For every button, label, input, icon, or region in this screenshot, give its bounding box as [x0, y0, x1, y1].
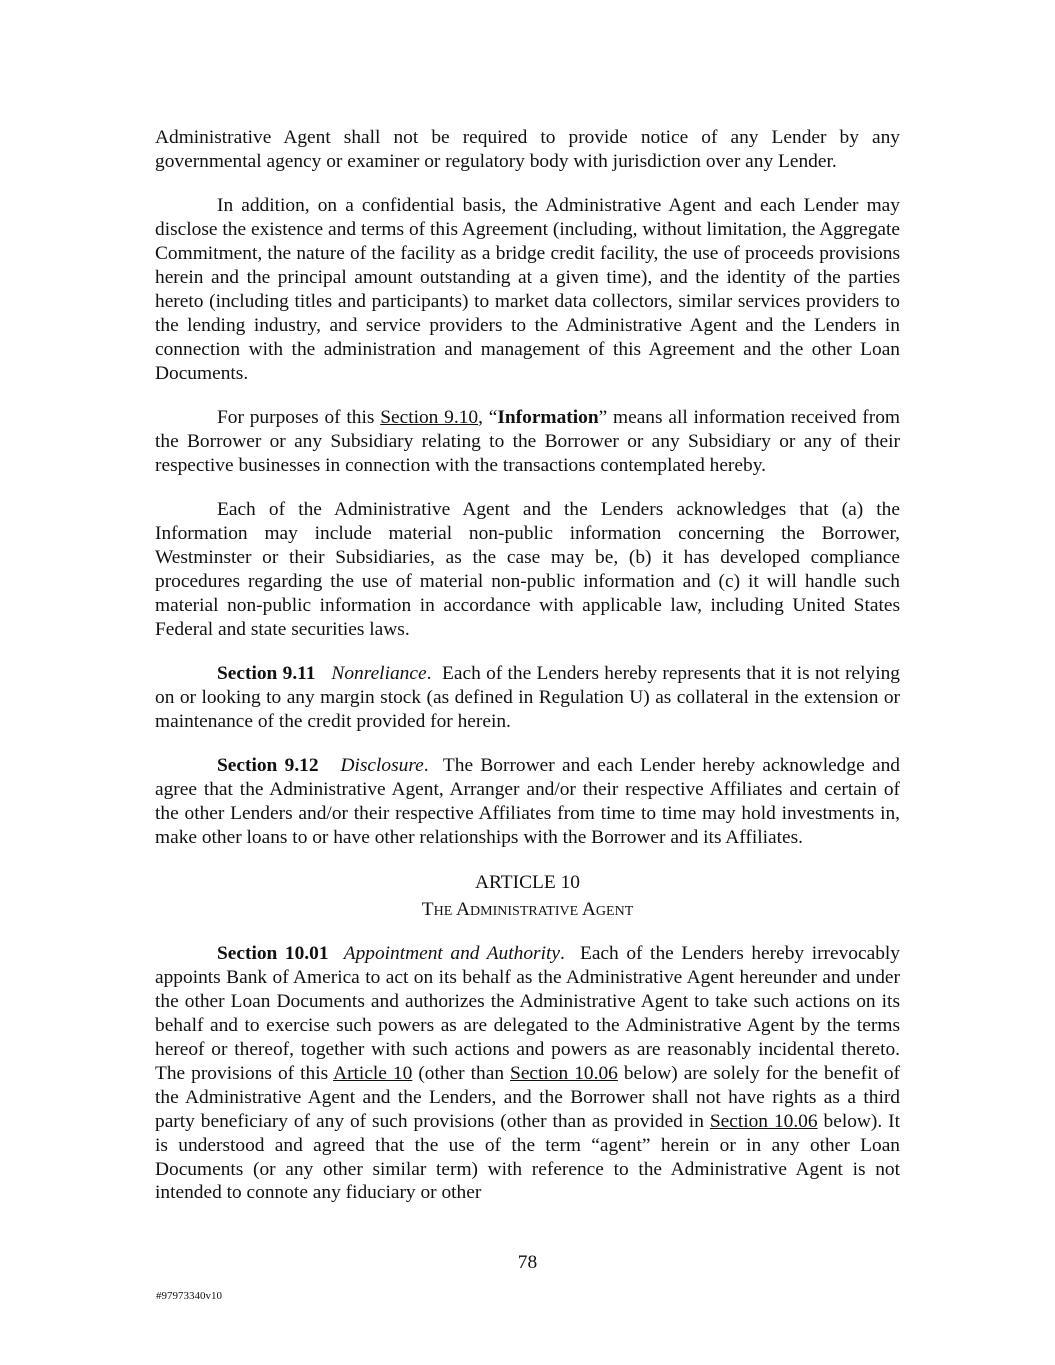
article-heading: ARTICLE 10	[475, 871, 580, 893]
section-10-01-title: Appointment and Authority	[343, 943, 560, 965]
section-9-11-title: Nonreliance	[331, 663, 427, 685]
section-10-06-link[interactable]: Section 10.06	[709, 1110, 818, 1132]
section-10-01: Section 10.01 Appointment and Authority. Each of the Lenders hereby irrevocably appoints Bank of America to act on its behalf as the Administrative Agent hereunder and under the other Loan Documents and authorizes the Administrative Agent to take such actions on its behalf and to exercise such powers as are delegated to the Administrative Agent by the terms hereof or thereof, together with such actions and powers as are reasonably incidental thereto. The provisions of this Article 10 (other than Section 10.06 below) are solely for the benefit of the Administrative Agent and the Lenders, and the Borrower shall not have rights as a third party beneficiary of any of such provisions (other than as provided in Section 10.06 below). It is understood and agreed that the use of the term “agent” herein or in any other Loan Documents (or any other similar term) with reference to the Administrative Agent is not intended to connote any fiduciary or other	[155, 943, 901, 1204]
paragraph-confidential-disclosure: In addition, on a confidential basis, the Administrative Agent and each Lender may disclose the existence and terms of this Agreement (including, without limitation, the Aggregate Commitment, the nature of the facility as a bridge credit facility, the use of proceeds provisions herein and the principal amount outstanding at a given time), and the identity of the parties hereto (including titles and participants) to market data collectors, similar services providers to the lending industry, and service providers to the Administrative Agent and the Lenders in connection with the administration and management of this Agreement and the other Loan Documents.	[155, 195, 900, 384]
section-9-10-link[interactable]: Section 9.10	[380, 407, 479, 429]
paragraph-acknowledgement: Each of the Administrative Agent and the Lenders acknowledges that (a) the Information may include material non-public information concerning the Borrower, Westminster or their Subsidiaries, as the case may be, (b) it has developed compliance procedures regarding the use of material non-public information and (c) it will handle such material non-public information in accordance with applicable law, including United States Federal and state securities laws.	[155, 499, 900, 640]
section-9-11: Section 9.11 Nonreliance. Each of the Lenders hereby represents that it is not relying on or looking to any margin stock (as defined in Regulation U) as collateral in the extension or maintenance of the credit provided for herein.	[155, 663, 900, 733]
document-id: #97973340v10	[156, 1290, 222, 1302]
section-9-12-title: Disclosure	[340, 755, 424, 777]
section-9-11-number: Section 9.11	[217, 663, 316, 685]
section-9-12-number: Section 9.12	[217, 755, 319, 777]
paragraph-information-definition: For purposes of this Section 9.10, “Information” means all information received from the Borrower or any Subsidiary relating to the Borrower or any Subsidiary or any of their respective businesses in connection with the transactions contemplated hereby.	[155, 407, 900, 476]
section-10-01-number: Section 10.01	[217, 943, 329, 965]
section-10-06-link[interactable]: Section 10.06	[510, 1062, 618, 1084]
document-body	[155, 126, 900, 1226]
article-10-link[interactable]: Article 10	[333, 1062, 413, 1084]
paragraph-continuation: Administrative Agent shall not be required to provide notice of any Lender by any governmental agency or examiner or regulatory body with jurisdiction over any Lender.	[155, 127, 900, 172]
article-title: The Administrative Agent	[421, 899, 634, 921]
section-9-12: Section 9.12 Disclosure. The Borrower and each Lender hereby acknowledge and agree that the Administrative Agent, Arranger and/or their respective Affiliates and certain of the other Lenders and/or their respective Affiliates from time to time may hold investments in, make other loans to or have other relationships with the Borrower and its Affiliates.	[155, 755, 900, 849]
page-number: 78	[517, 1252, 538, 1273]
defined-term-information: Information	[497, 407, 599, 429]
